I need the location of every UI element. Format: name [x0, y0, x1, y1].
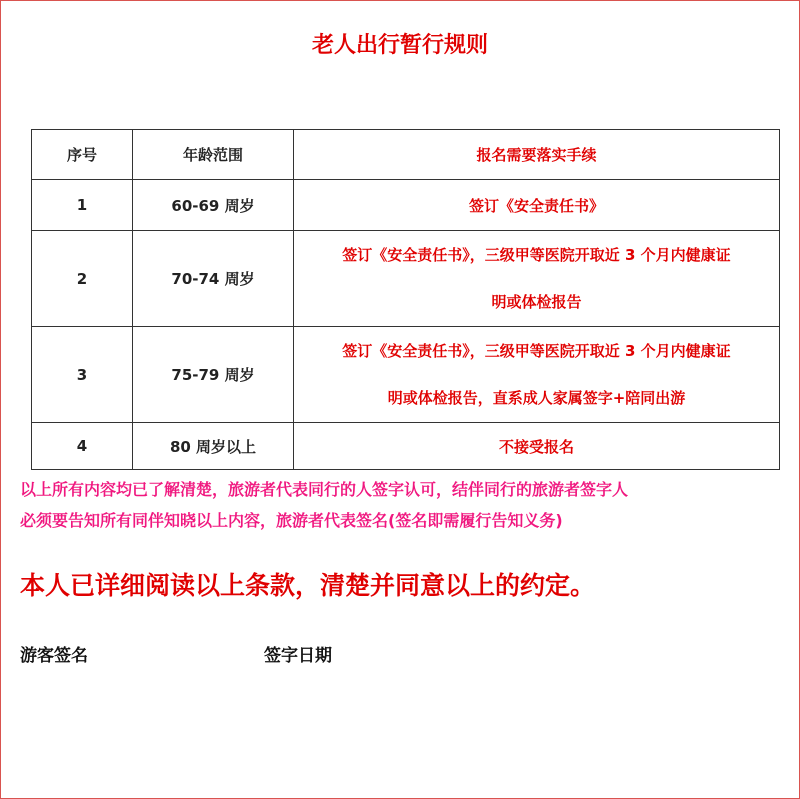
notice-paragraph — [20, 474, 790, 536]
row-age: 75-79 周岁 — [133, 327, 294, 423]
header-age-range: 年龄范围 — [133, 130, 294, 180]
signature-label: 游客签名 — [20, 646, 88, 666]
table-row — [32, 327, 780, 423]
row-seq: 2 — [32, 231, 133, 327]
row-seq: 3 — [32, 327, 133, 423]
document-title: 老人出行暂行规则 — [311, 33, 488, 58]
table-row — [32, 231, 780, 327]
rules-table — [31, 129, 780, 470]
requirement-line: 明或体检报告，直系成人家属签字+陪同出游 — [387, 388, 686, 407]
row-seq: 4 — [32, 423, 133, 470]
requirement-line: 签订《安全责任书》，三级甲等医院开取近 3 个月内健康证 — [342, 245, 731, 264]
notice-line: 必须要告知所有同伴知晓以上内容，旅游者代表签名(签名即需履行告知义务) — [20, 511, 563, 530]
requirement-line: 签订《安全责任书》 — [468, 196, 604, 215]
header-requirements: 报名需要落实手续 — [294, 130, 780, 180]
date-label: 签字日期 — [264, 646, 332, 666]
row-requirement — [294, 423, 780, 470]
row-age: 70-74 周岁 — [133, 231, 294, 327]
row-seq: 1 — [32, 180, 133, 231]
agreement-statement: 本人已详细阅读以上条款，清楚并同意以上的约定。 — [20, 571, 596, 600]
row-requirement — [294, 231, 780, 327]
table-header-row — [32, 130, 780, 180]
header-seq: 序号 — [32, 130, 133, 180]
row-requirement — [294, 180, 780, 231]
table-row — [32, 180, 780, 231]
row-requirement — [294, 327, 780, 423]
notice-line: 以上所有内容均已了解清楚，旅游者代表同行的人签字认可，结伴同行的旅游者签字人 — [20, 480, 629, 499]
requirement-line: 签订《安全责任书》，三级甲等医院开取近 3 个月内健康证 — [342, 341, 731, 360]
row-age: 60-69 周岁 — [133, 180, 294, 231]
requirement-line: 明或体检报告 — [491, 292, 582, 311]
row-age: 80 周岁以上 — [133, 423, 294, 470]
table-row — [32, 423, 780, 470]
requirement-line: 不接受报名 — [498, 437, 574, 456]
